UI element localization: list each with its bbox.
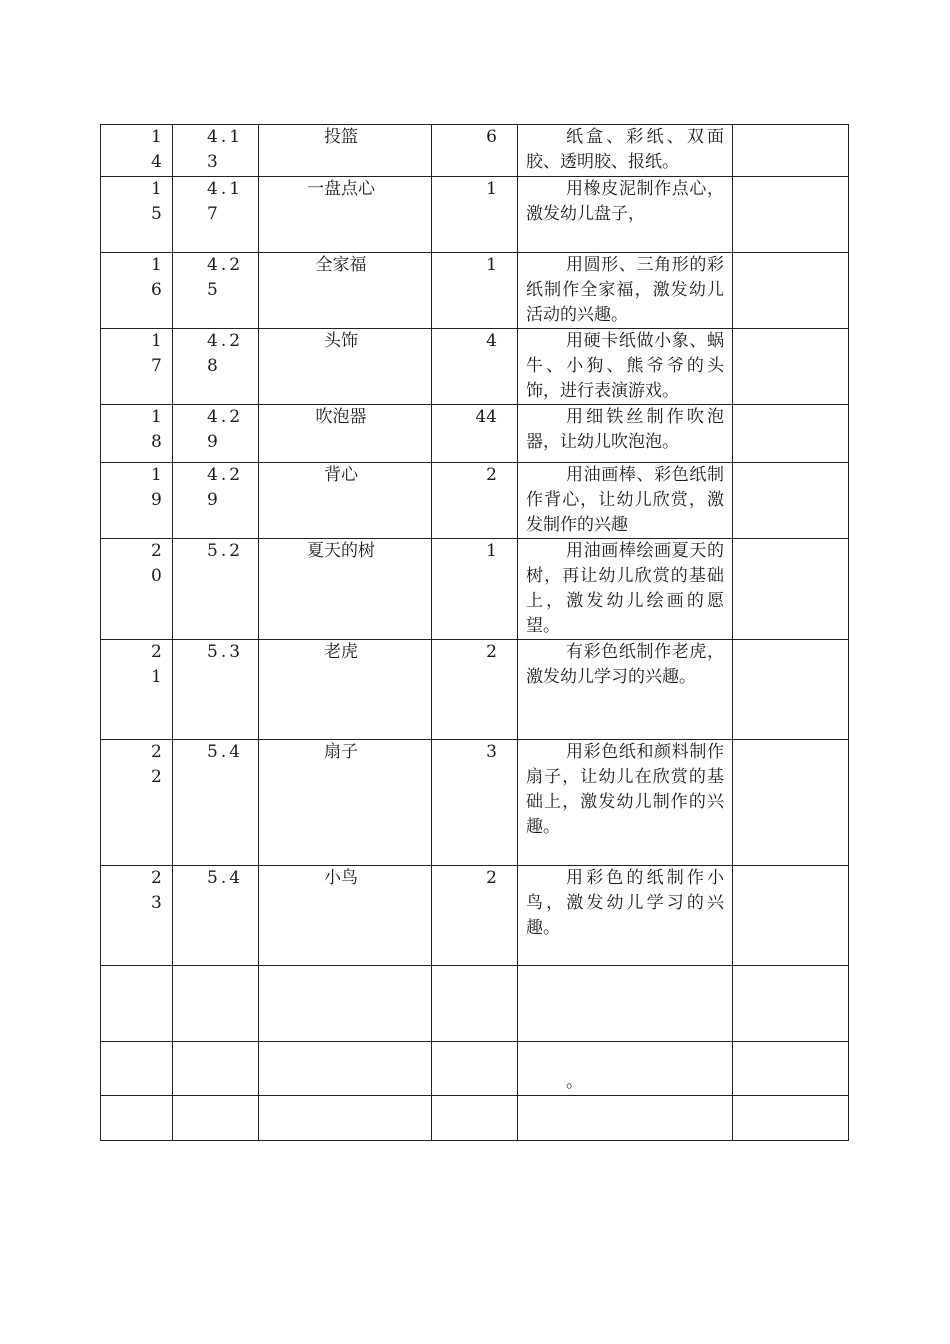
row-name: 全家福 (315, 255, 367, 275)
row-quantity: 2 (486, 642, 497, 662)
row-name: 头饰 (324, 331, 358, 351)
row-number: 20 (151, 541, 162, 586)
table-row (101, 866, 849, 966)
row-quantity: 2 (486, 465, 497, 485)
row-description: 用细铁丝制作吹泡器，让幼儿吹泡泡。 (526, 407, 724, 452)
row-quantity: 2 (486, 868, 497, 888)
row-quantity: 1 (486, 541, 497, 561)
row-date: 4.17 (207, 179, 244, 224)
row-description: 用彩色的纸制作小鸟，激发幼儿学习的兴趣。 (526, 868, 724, 938)
row-remark (733, 125, 849, 177)
row-date: 5.3 (207, 642, 244, 662)
row-description: 用硬卡纸做小象、蜗牛、小狗、熊爷爷的头饰，进行表演游戏。 (526, 331, 724, 401)
table-row (101, 740, 849, 866)
table-row (101, 329, 849, 405)
table-row (101, 405, 849, 463)
row-description: 用圆形、三角形的彩纸制作全家福，激发幼儿活动的兴趣。 (526, 255, 724, 325)
row-date: 4.29 (207, 465, 244, 510)
row-number: 14 (151, 127, 162, 172)
row-description: 用油画棒绘画夏天的树，再让幼儿欣赏的基础上，激发幼儿绘画的愿望。 (526, 541, 724, 636)
table-row (101, 177, 849, 253)
row-remark (733, 866, 849, 966)
stray-period: 。 (566, 1072, 583, 1092)
row-number: 19 (151, 465, 162, 510)
row-description: 用彩色纸和颜料制作扇子，让幼儿在欣赏的基础上，激发幼儿制作的兴趣。 (526, 742, 724, 837)
row-name: 扇子 (324, 742, 358, 762)
row-name: 小鸟 (324, 868, 358, 888)
row-date: 5.4 (207, 868, 244, 888)
table-row (101, 640, 849, 740)
row-name: 投篮 (324, 127, 358, 147)
row-remark (733, 329, 849, 405)
row-description: 用橡皮泥制作点心，激发幼儿盘子， (526, 179, 724, 224)
row-number: 17 (151, 331, 162, 376)
craft-record-table (100, 124, 849, 1141)
row-date: 4.25 (207, 255, 244, 300)
row-name: 一盘点心 (307, 179, 375, 199)
row-date: 4.13 (207, 127, 244, 172)
row-name: 老虎 (324, 642, 358, 662)
row-remark (733, 640, 849, 740)
row-remark (733, 405, 849, 463)
row-quantity: 3 (486, 742, 497, 762)
row-name: 背心 (324, 465, 358, 485)
row-date: 5.2 (207, 541, 244, 561)
table-row (101, 125, 849, 177)
row-date: 4.28 (207, 331, 244, 376)
table-row (101, 539, 849, 640)
row-name: 夏天的树 (307, 541, 375, 561)
row-description: 有彩色纸制作老虎，激发幼儿学习的兴趣。 (526, 642, 724, 687)
row-number: 16 (151, 255, 162, 300)
row-remark (733, 740, 849, 866)
row-date: 5.4 (207, 742, 244, 762)
table-row (101, 463, 849, 539)
empty-row (101, 966, 849, 1042)
row-remark (733, 253, 849, 329)
row-number: 18 (151, 407, 162, 452)
row-remark (733, 539, 849, 640)
row-quantity: 4 (486, 331, 497, 351)
row-description: 用油画棒、彩色纸制作背心，让幼儿欣赏，激发制作的兴趣 (526, 465, 724, 535)
row-remark (733, 463, 849, 539)
row-remark (733, 177, 849, 253)
row-number: 15 (151, 179, 162, 224)
empty-row (101, 1096, 849, 1141)
row-quantity: 44 (475, 407, 497, 427)
row-number: 22 (151, 742, 162, 787)
row-quantity: 1 (486, 255, 497, 275)
row-date: 4.29 (207, 407, 244, 452)
empty-row (101, 1042, 849, 1096)
row-name: 吹泡器 (315, 407, 367, 427)
row-number: 23 (151, 868, 162, 913)
row-quantity: 1 (486, 179, 497, 199)
row-description: 纸盒、彩纸、双面胶、透明胶、报纸。 (526, 127, 724, 172)
row-number: 21 (151, 642, 162, 687)
row-quantity: 6 (486, 127, 497, 147)
table-row (101, 253, 849, 329)
